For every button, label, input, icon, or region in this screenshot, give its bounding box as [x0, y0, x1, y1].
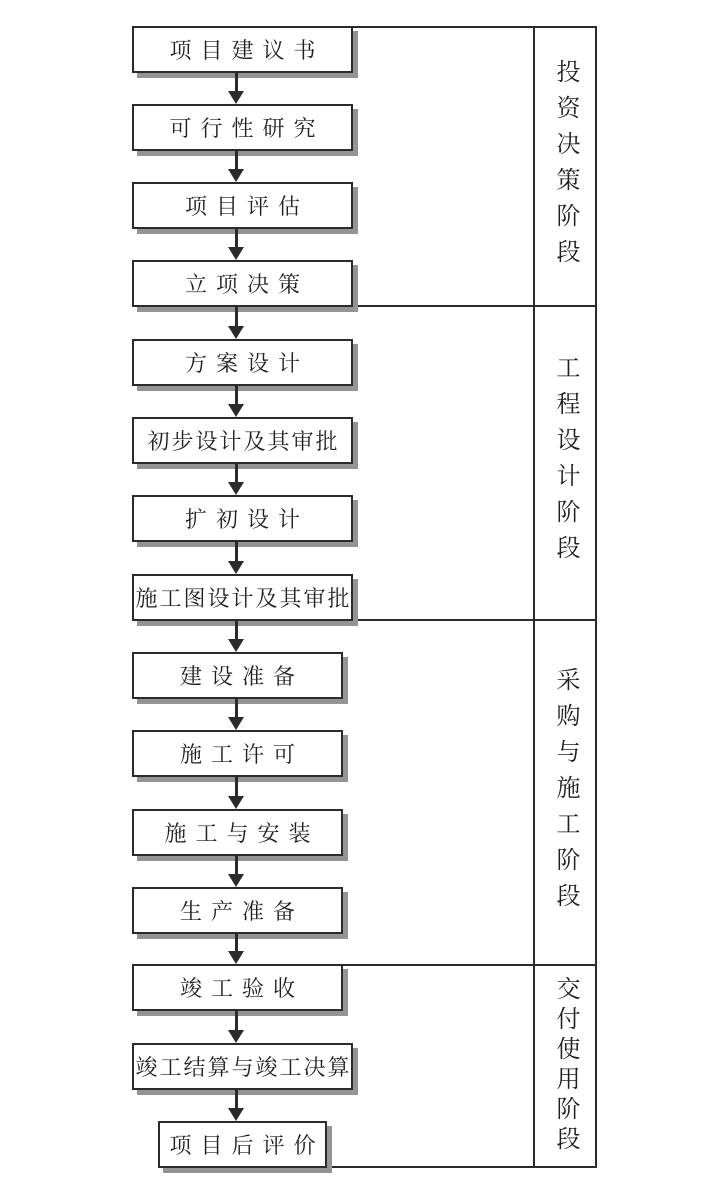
down-arrow: [228, 73, 245, 104]
down-arrow: [228, 464, 245, 495]
down-arrow: [228, 777, 245, 809]
phase-section-investment-decision: [535, 28, 595, 305]
down-arrow: [228, 151, 245, 182]
down-arrow: [228, 621, 245, 652]
flow-step-construction-drawing-design: 施工图设计及其审批: [132, 574, 353, 621]
flow-step-approval-decision: 立项决策: [132, 260, 353, 307]
phase-section-procurement-construction: [535, 621, 595, 964]
down-arrow: [228, 699, 245, 730]
flow-step-post-project-evaluation: 项目后评价: [158, 1121, 327, 1168]
flow-step-completion-settlement: 竣工结算与竣工决算: [132, 1043, 353, 1090]
flow-step-project-proposal: 项目建议书: [132, 26, 353, 73]
phase-label: 采购与施工阶段: [552, 666, 578, 919]
phase-section-delivery-use: [535, 966, 595, 1166]
phase-column-right-border: [595, 26, 597, 1168]
phase-label: 工程设计阶段: [552, 355, 578, 571]
down-arrow: [228, 1090, 245, 1121]
phase-label: 投资决策阶段: [552, 58, 578, 275]
flow-step-construction-installation: 施工与安装: [132, 809, 343, 856]
down-arrow: [228, 934, 245, 964]
flow-step-expanded-design: 扩初设计: [132, 495, 353, 542]
down-arrow: [228, 856, 245, 887]
down-arrow: [228, 229, 245, 260]
down-arrow: [228, 542, 245, 574]
flow-step-completion-acceptance: 竣工验收: [132, 964, 343, 1011]
phase-label: 交付使用阶段: [552, 976, 578, 1156]
down-arrow: [228, 386, 245, 417]
down-arrow: [228, 307, 245, 339]
flow-step-construction-preparation: 建设准备: [132, 652, 343, 699]
flow-step-project-evaluation: 项目评估: [132, 182, 353, 229]
connector-line-bottom: [325, 1166, 597, 1168]
down-arrow: [228, 1011, 245, 1043]
flow-step-scheme-design: 方案设计: [132, 339, 353, 386]
phase-section-engineering-design: [535, 307, 595, 619]
flow-step-production-preparation: 生产准备: [132, 887, 343, 934]
flow-step-construction-permit: 施工许可: [132, 730, 343, 777]
flow-step-preliminary-design: 初步设计及其审批: [132, 417, 353, 464]
flow-step-feasibility-study: 可行性研究: [132, 104, 353, 151]
